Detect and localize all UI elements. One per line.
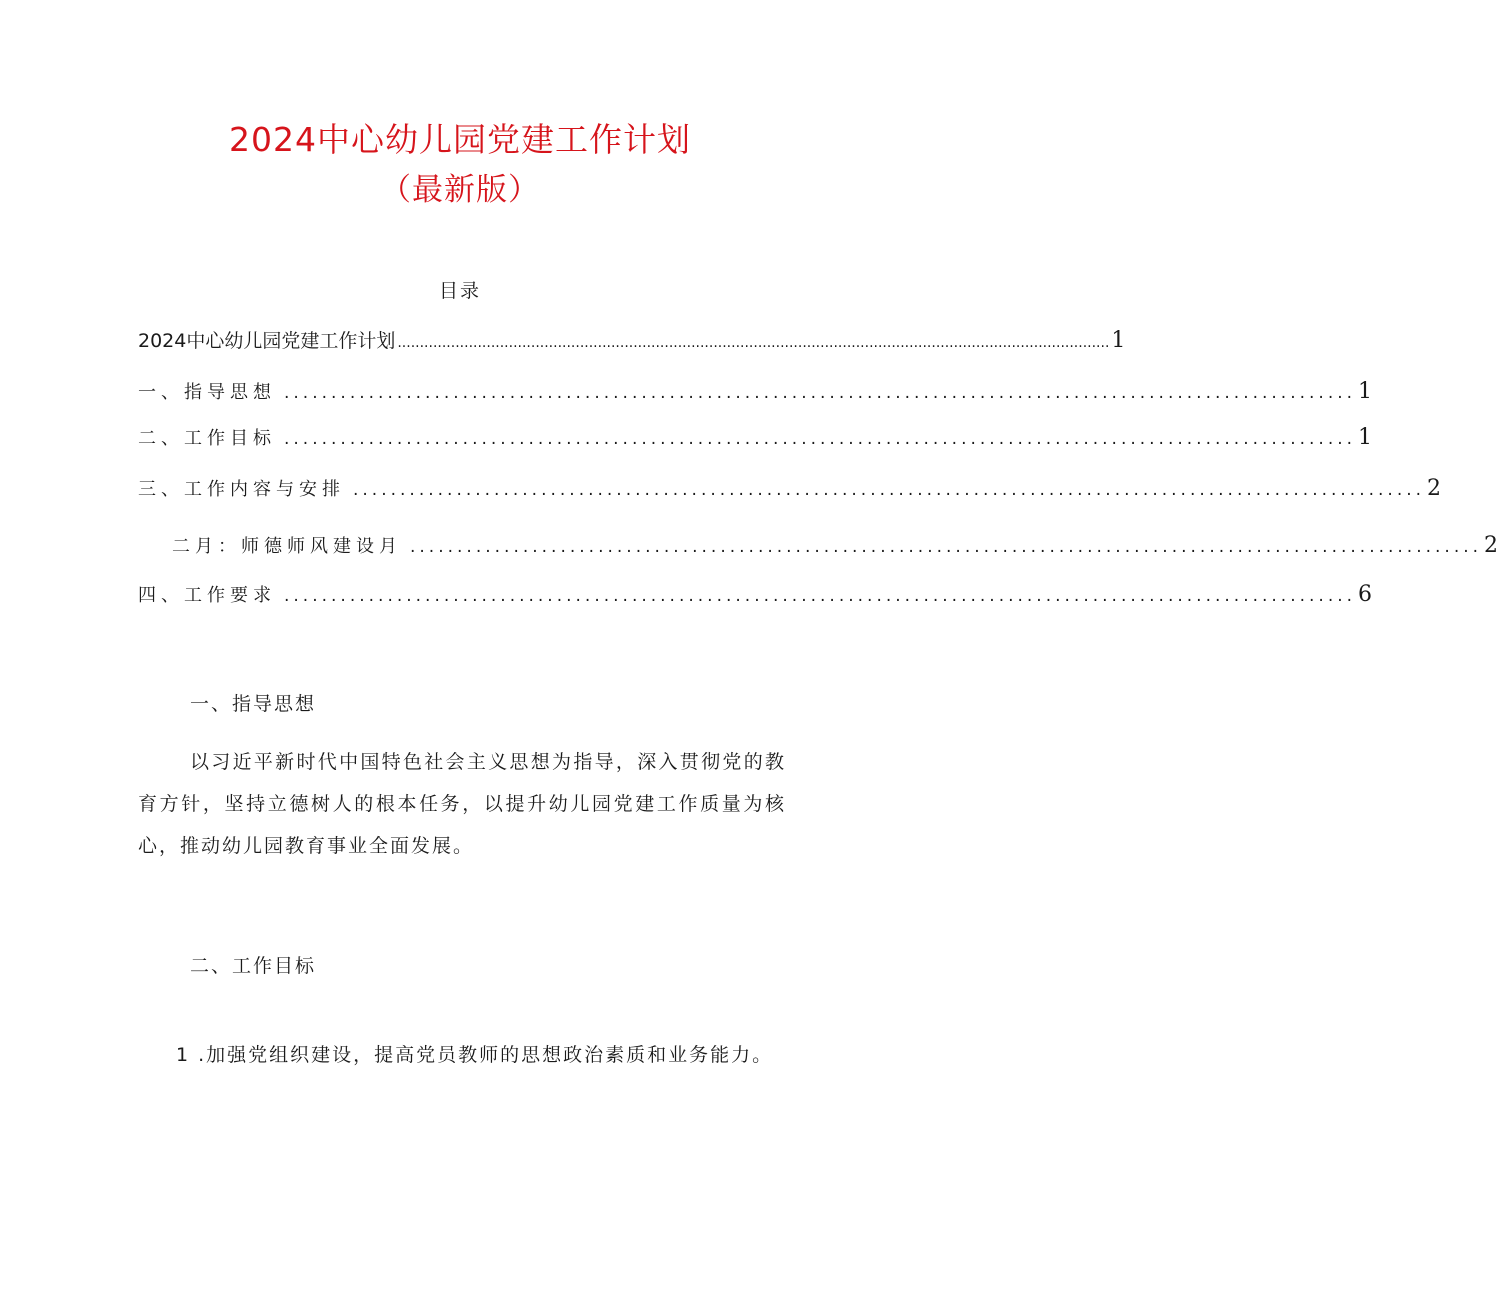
toc-entry-label: 二月：师德师风建设月 bbox=[172, 536, 402, 557]
toc-entry-label: 一、指导思想 bbox=[138, 382, 276, 403]
toc-heading: 目录 bbox=[438, 280, 481, 302]
toc-entry-label: 二、工作目标 bbox=[138, 428, 276, 449]
section-heading-guiding-thought: 一、指导思想 bbox=[190, 693, 317, 715]
toc-entry[interactable] bbox=[172, 531, 1498, 561]
toc-leader-dots: .................................................................................................................. bbox=[284, 586, 1357, 606]
toc-leader-dots: ................................................................................................................................................................ bbox=[397, 335, 1110, 351]
toc-entry-page: 1 bbox=[1111, 328, 1126, 353]
toc-entry-label: 2024中心幼儿园党建工作计划 bbox=[138, 330, 396, 352]
toc-entry[interactable] bbox=[138, 326, 1126, 356]
toc-entry-page: 6 bbox=[1358, 582, 1373, 607]
toc-leader-dots: .................................................................................................................. bbox=[410, 537, 1483, 557]
toc-leader-dots: .................................................................................................................. bbox=[284, 429, 1357, 449]
work-goal-item-1: 1 .加强党组织建设，提高党员教师的思想政治素质和业务能力。 bbox=[176, 1044, 774, 1066]
guiding-thought-paragraph: 以习近平新时代中国特色社会主义思想为指导，深入贯彻党的教育方针，坚持立德树人的根本任务，以提升幼儿园党建工作质量为核心，推动幼儿园教育事业全面发展。 bbox=[138, 751, 786, 857]
toc-leader-dots: .................................................................................................................. bbox=[353, 480, 1426, 500]
toc-entry-page: 2 bbox=[1427, 476, 1442, 501]
toc-entry-label: 三、工作内容与安排 bbox=[138, 479, 345, 500]
document-subtitle: （最新版） bbox=[380, 172, 540, 208]
toc-entry[interactable] bbox=[138, 474, 1442, 504]
toc-entry[interactable] bbox=[138, 423, 1373, 453]
toc-entry-page: 2 bbox=[1484, 533, 1498, 558]
toc-entry-label: 四、工作要求 bbox=[138, 585, 276, 606]
toc-entry[interactable] bbox=[138, 580, 1373, 610]
toc-leader-dots: .................................................................................................................. bbox=[284, 383, 1357, 403]
document-title: 2024中心幼儿园党建工作计划 bbox=[229, 120, 691, 159]
toc-entry[interactable] bbox=[138, 377, 1373, 407]
section-heading-work-goals: 二、工作目标 bbox=[190, 955, 317, 977]
toc-entry-page: 1 bbox=[1358, 425, 1373, 450]
toc-entry-page: 1 bbox=[1358, 379, 1373, 404]
